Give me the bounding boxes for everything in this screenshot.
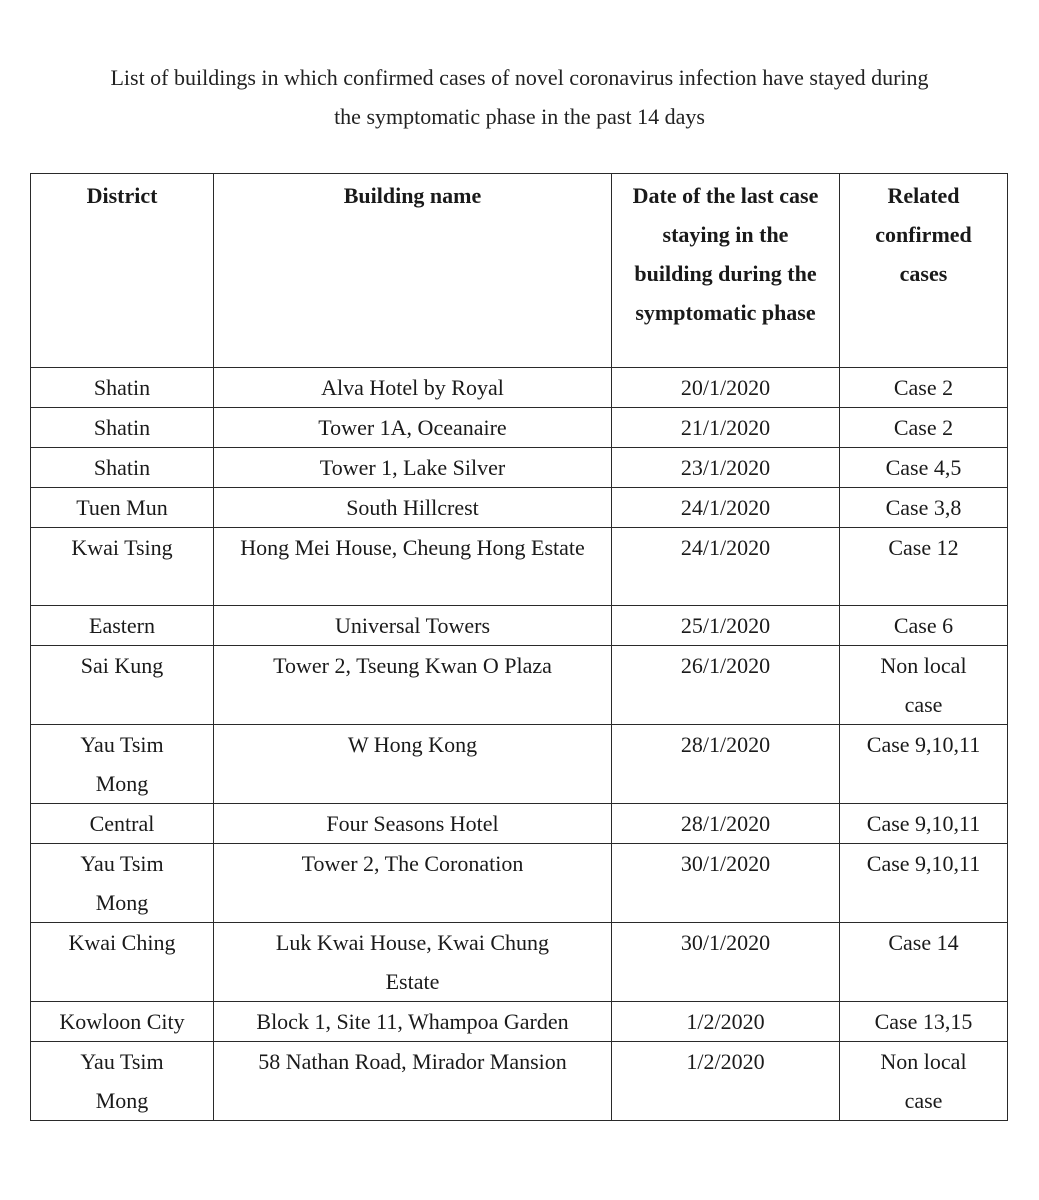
cell-cases: Case 4,5 [840,448,1008,488]
cell-cases: Case 13,15 [840,1002,1008,1042]
buildings-table [30,173,1008,1121]
table-row [31,408,1008,448]
table-row [31,844,1008,923]
cell-building: 58 Nathan Road, Mirador Mansion [214,1042,612,1121]
cell-date: 24/1/2020 [612,488,840,528]
table-row [31,804,1008,844]
cell-district: Yau Tsim Mong [31,844,214,923]
cell-district: Shatin [31,368,214,408]
cell-building: Tower 1, Lake Silver [214,448,612,488]
cell-cases: Non local case [840,1042,1008,1121]
cell-building: Tower 1A, Oceanaire [214,408,612,448]
cell-building: Luk Kwai House, Kwai Chung Estate [214,923,612,1002]
table-row [31,448,1008,488]
cell-building: Four Seasons Hotel [214,804,612,844]
cell-district: Sai Kung [31,646,214,725]
cell-date: 30/1/2020 [612,844,840,923]
table-row [31,1002,1008,1042]
cell-cases: Case 3,8 [840,488,1008,528]
cell-building: Tower 2, Tseung Kwan O Plaza [214,646,612,725]
cell-cases: Case 2 [840,368,1008,408]
cell-date: 21/1/2020 [612,408,840,448]
cell-building: Hong Mei House, Cheung Hong Estate [214,528,612,606]
cell-district: Kowloon City [31,1002,214,1042]
cell-date: 28/1/2020 [612,725,840,804]
cell-district: Shatin [31,408,214,448]
table-row [31,646,1008,725]
cell-date: 28/1/2020 [612,804,840,844]
cell-date: 20/1/2020 [612,368,840,408]
cell-district: Yau Tsim Mong [31,725,214,804]
cell-cases: Case 12 [840,528,1008,606]
cell-date: 1/2/2020 [612,1002,840,1042]
cell-date: 25/1/2020 [612,606,840,646]
cell-district: Yau Tsim Mong [31,1042,214,1121]
header-date: Date of the last case staying in the building during the symptomatic phase [612,174,840,368]
header-building-name: Building name [214,174,612,368]
table-header-row [31,174,1008,368]
cell-date: 24/1/2020 [612,528,840,606]
cell-building: South Hillcrest [214,488,612,528]
cell-building: Alva Hotel by Royal [214,368,612,408]
table-row [31,1042,1008,1121]
cell-district: Eastern [31,606,214,646]
cell-district: Kwai Tsing [31,528,214,606]
header-district: District [31,174,214,368]
cell-date: 26/1/2020 [612,646,840,725]
table-row [31,488,1008,528]
cell-cases: Case 9,10,11 [840,844,1008,923]
table-row [31,725,1008,804]
table-row [31,606,1008,646]
cell-cases: Case 6 [840,606,1008,646]
cell-cases: Case 2 [840,408,1008,448]
cell-building: W Hong Kong [214,725,612,804]
title-line-1: List of buildings in which confirmed cases of novel coronavirus infection have stayed during [110,65,929,90]
cell-district: Central [31,804,214,844]
cell-cases: Non local case [840,646,1008,725]
cell-building: Tower 2, The Coronation [214,844,612,923]
table-row [31,923,1008,1002]
table-row [31,368,1008,408]
cell-cases: Case 14 [840,923,1008,1002]
cell-cases: Case 9,10,11 [840,804,1008,844]
cell-date: 30/1/2020 [612,923,840,1002]
table-row [31,528,1008,606]
cell-date: 23/1/2020 [612,448,840,488]
cell-district: Tuen Mun [31,488,214,528]
cell-building: Block 1, Site 11, Whampoa Garden [214,1002,612,1042]
header-related-cases: Related confirmed cases [840,174,1008,368]
cell-district: Kwai Ching [31,923,214,1002]
document-title [0,58,1039,136]
title-line-2: the symptomatic phase in the past 14 days [334,104,705,129]
cell-date: 1/2/2020 [612,1042,840,1121]
cell-cases: Case 9,10,11 [840,725,1008,804]
cell-district: Shatin [31,448,214,488]
cell-building: Universal Towers [214,606,612,646]
